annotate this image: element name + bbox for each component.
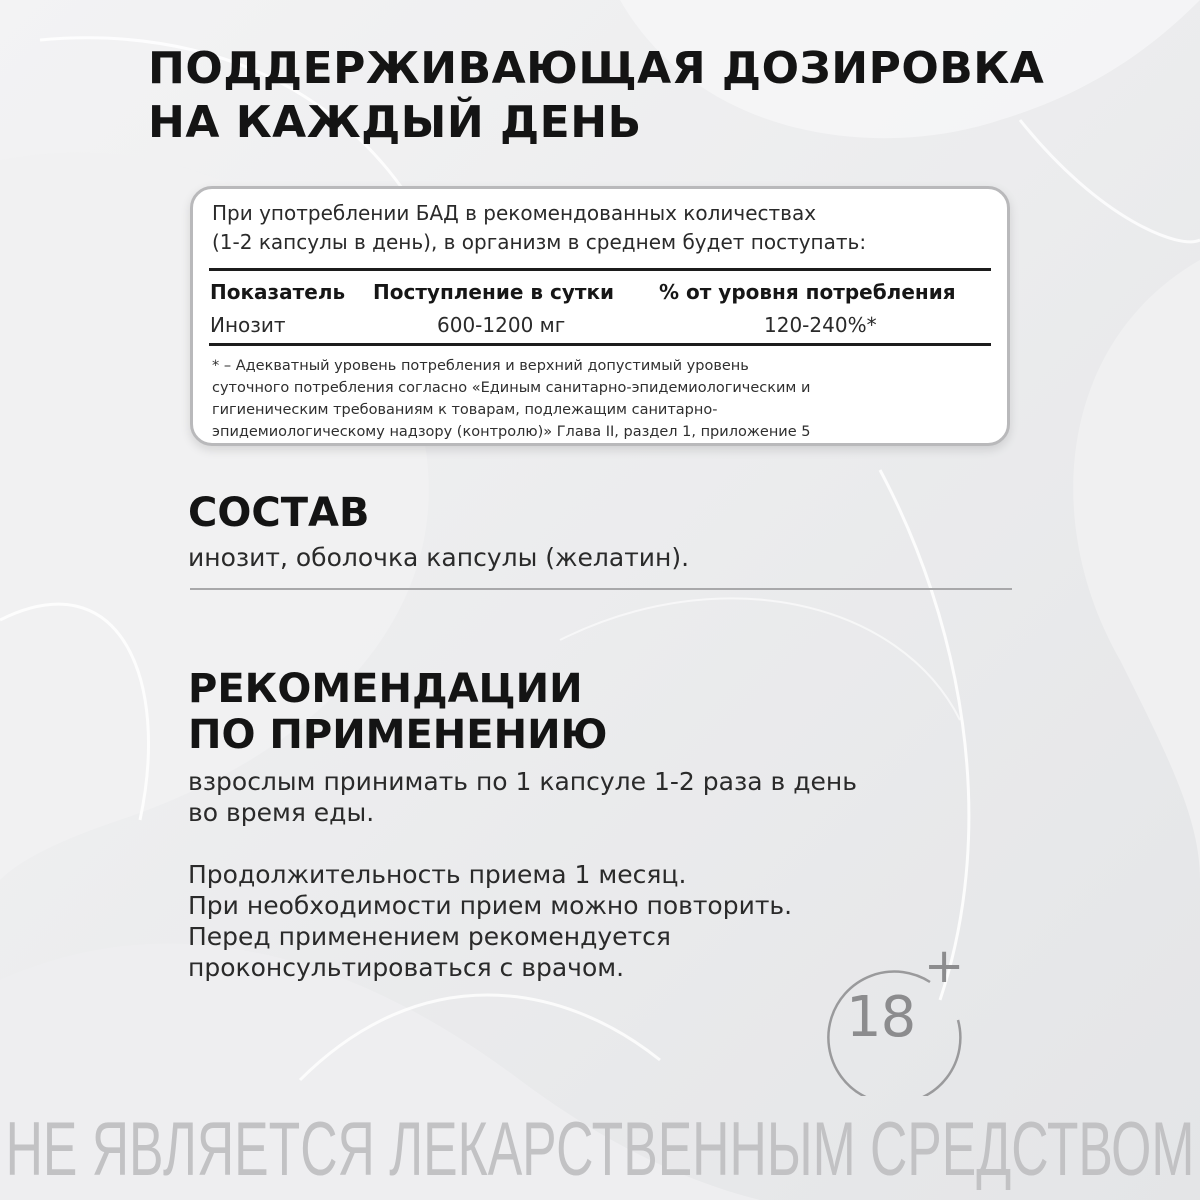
recommendations-text <box>188 766 857 983</box>
column-header-percent: % от уровня потребления <box>659 280 956 304</box>
footnote-line: * – Адекватный уровень потребления и верхний допустимый уровень <box>212 358 749 374</box>
page-title-line-2: НА КАЖДЫЙ ДЕНЬ <box>148 97 642 148</box>
recommendation-line: во время еды. <box>188 798 375 827</box>
column-header-daily-intake: Поступление в сутки <box>373 280 615 304</box>
table-cell-ingredient: Инозит <box>210 313 286 337</box>
recommendation-line: При необходимости прием можно повторить. <box>188 891 793 920</box>
footnote-line: суточного потребления согласно «Единым санитарно-эпидемиологическим и <box>212 380 811 396</box>
disclaimer-text: НЕ ЯВЛЯЕТСЯ ЛЕКАРСТВЕННЫМ СРЕДСТВОМ <box>5 1107 1195 1192</box>
age-badge-number: 18 <box>846 985 916 1050</box>
table-cell-percent: 120-240%* <box>764 313 877 337</box>
table-cell-amount: 600-1200 мг <box>437 313 566 337</box>
recommendation-line: Продолжительность приема 1 месяц. <box>188 860 687 889</box>
recommendations-title-line-2: ПО ПРИМЕНЕНИЮ <box>188 712 608 758</box>
nutrition-info-card <box>190 186 1010 446</box>
composition-title: СОСТАВ <box>188 490 370 536</box>
section-divider <box>190 588 1012 590</box>
recommendation-line: проконсультироваться с врачом. <box>188 953 625 982</box>
column-header-indicator: Показатель <box>210 280 346 304</box>
card-footnote <box>212 355 1002 443</box>
recommendations-title <box>188 666 608 758</box>
recommendation-line: взрослым принимать по 1 капсуле 1-2 раза в день <box>188 767 857 796</box>
table-top-rule <box>209 268 991 271</box>
card-intro-line-1: При употреблении БАД в рекомендованных количествах <box>212 201 817 225</box>
recommendation-line: Перед применением рекомендуется <box>188 922 671 951</box>
composition-text: инозит, оболочка капсулы (желатин). <box>188 543 690 572</box>
not-a-medicine-disclaimer <box>0 1106 1200 1194</box>
page-title-line-1: ПОДДЕРЖИВАЮЩАЯ ДОЗИРОВКА <box>148 43 1045 94</box>
age-badge-plus: + <box>924 938 965 994</box>
card-intro-line-2: (1-2 капсулы в день), в организм в среднем будет поступать: <box>212 230 867 254</box>
footnote-line: эпидемиологическому надзору (контролю)» Глава II, раздел 1, приложение 5 <box>212 424 811 440</box>
card-intro <box>212 199 992 257</box>
page-title <box>148 42 1148 150</box>
footnote-line: гигиеническим требованиям к товарам, подлежащим санитарно- <box>212 402 718 418</box>
paragraph-gap <box>188 828 857 859</box>
table-bottom-rule <box>209 343 991 346</box>
age-restriction-badge <box>824 938 965 1096</box>
recommendations-title-line-1: РЕКОМЕНДАЦИИ <box>188 666 583 712</box>
